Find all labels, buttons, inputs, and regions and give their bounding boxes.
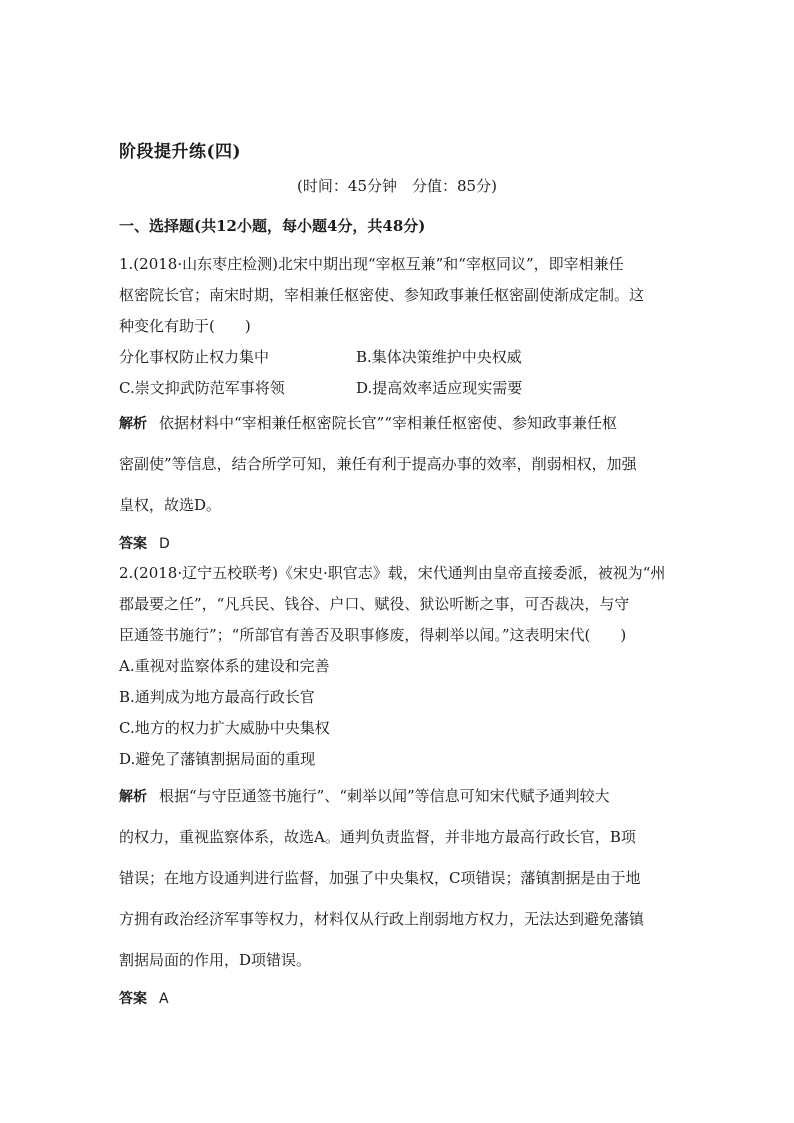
q1-stem-line-1: 1.(2018·山东枣庄检测)北宋中期出现“宰枢互兼”和“宰枢同议”，即宰相兼任 [119, 255, 624, 273]
q2-option-b: B.通判成为地方最高行政长官 [119, 688, 315, 706]
q2-stem-line-1: 2.(2018·辽宁五校联考)《宋史·职官志》载，宋代通判由皇帝直接委派，被视为“州 [119, 564, 666, 582]
exam-meta: (时间：45分钟 分值：85分) [297, 177, 497, 195]
q2-stem-line-3: 臣通签书施行”；“所部官有善否及职事修废，得刺举以闻。”这表明宋代( ) [119, 626, 627, 644]
q1-analysis-line-2: 密副使”等信息，结合所学可知，兼任有利于提高办事的效率，削弱相权，加强 [119, 455, 637, 473]
q2-analysis-text-1: 根据“与守臣通签书施行”、“刺举以闻”等信息可知宋代赋予通判较大 [159, 787, 610, 805]
q1-option-b: B.集体决策维护中央权威 [356, 348, 522, 366]
q1-option-a: 分化事权防止权力集中 [119, 348, 270, 366]
q2-analysis-line-3: 错误；在地方设通判进行监督，加强了中央集权，C项错误；藩镇割据是由于地 [119, 869, 641, 887]
q1-analysis-label: 解析 [119, 416, 147, 432]
q1-answer-label: 答案 [119, 536, 147, 552]
section-heading: 一、选择题(共12小题，每小题4分，共48分) [119, 217, 426, 235]
q1-answer-value: D [159, 536, 170, 552]
q2-analysis-line-5: 割据局面的作用，D项错误。 [119, 951, 312, 969]
q2-answer-line [119, 988, 169, 1009]
q1-analysis-line-3: 皇权，故选D。 [119, 496, 222, 514]
q2-analysis-line-2: 的权力，重视监察体系，故选A。通判负责监督，并非地方最高行政长官，B项 [119, 828, 636, 846]
q1-stem-line-2: 枢密院长官；南宋时期，宰相兼任枢密使、参知政事兼任枢密副使渐成定制。这 [119, 286, 645, 304]
q1-answer-line [119, 533, 170, 554]
q2-analysis-line-4: 方拥有政治经济军事等权力，材料仅从行政上削弱地方权力，无法达到避免藩镇 [119, 910, 645, 928]
q2-stem-line-2: 郡最要之任”，“凡兵民、钱谷、户口、赋役、狱讼听断之事，可否裁决，与守 [119, 595, 630, 613]
q1-stem-line-3: 种变化有助于( ) [119, 317, 251, 335]
q2-analysis-line-1 [119, 786, 610, 807]
page-title: 阶段提升练(四) [119, 142, 242, 162]
q2-option-a: A.重视对监察体系的建设和完善 [119, 657, 330, 675]
q2-analysis-label: 解析 [119, 789, 147, 805]
q2-answer-value: A [159, 991, 169, 1007]
q1-analysis-text-1: 依据材料中“宰相兼任枢密院长官”“宰相兼任枢密使、参知政事兼任枢 [159, 414, 618, 432]
q1-option-d: D.提高效率适应现实需要 [356, 379, 523, 397]
q1-option-c: C.崇文抑武防范军事将领 [119, 379, 285, 397]
q1-analysis-line-1 [119, 413, 617, 434]
q2-option-d: D.避免了藩镇割据局面的重现 [119, 750, 316, 768]
q2-option-c: C.地方的权力扩大威胁中央集权 [119, 719, 330, 737]
q2-answer-label: 答案 [119, 991, 147, 1007]
